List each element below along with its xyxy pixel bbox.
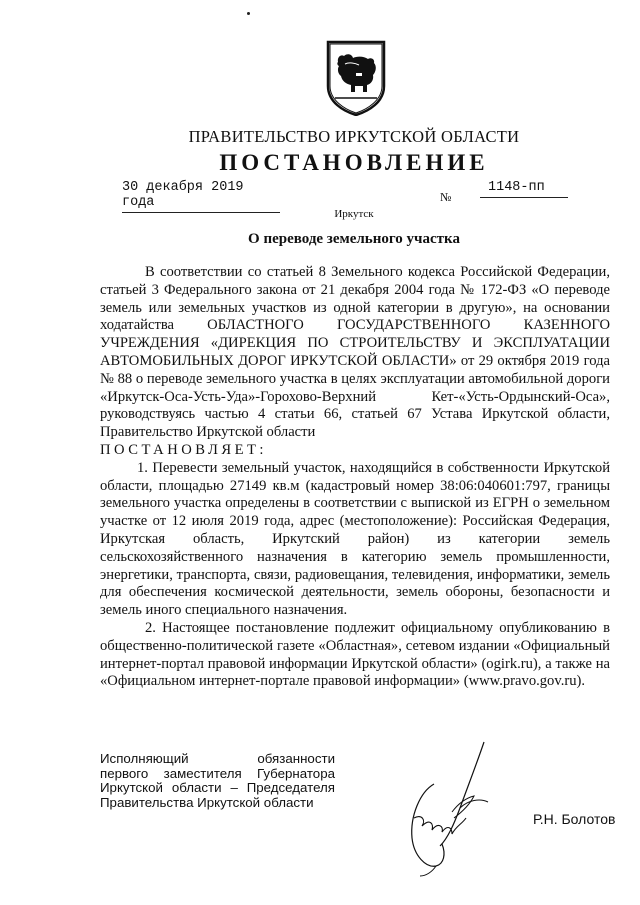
document-type: ПОСТАНОВЛЕНИЕ (219, 150, 489, 175)
signer-position-line: Иркутской области – Председателя (100, 780, 335, 796)
document-title: О переводе земельного участка (248, 231, 460, 247)
government-name: ПРАВИТЕЛЬСТВО ИРКУТСКОЙ ОБЛАСТИ (188, 127, 520, 146)
signer-position (100, 752, 335, 810)
number-sign: № (440, 190, 452, 204)
handwritten-signature (392, 738, 504, 878)
document-body (100, 264, 610, 691)
signer-position-line: Исполняющий обязанности (100, 751, 335, 766)
city-name: Иркутск (334, 208, 374, 220)
signer-position-line: Правительства Иркутской области (100, 794, 314, 810)
irkutsk-coat-of-arms-icon (325, 40, 387, 116)
document-date: 30 декабря 2019 года (122, 180, 280, 213)
signer-name: Р.Н. Болотов (533, 811, 616, 827)
document-number: 1148-пп (480, 180, 568, 198)
resolves-heading: ПОСТАНОВЛЯЕТ: (100, 441, 267, 458)
item-1-paragraph: 1. Перевести земельный участок, находящийся в собственности Иркутской области, площадью 27149 кв.м (кадастровый номер 38:06:040601:797, границы земельного участка определены в соответствии с выпиской из ЕГРН о земельном участке от 12 июля 2019 года, адрес (местоположение): Российская Федерация, Иркутская область, Иркутский район) из категории земель сельскохозяйственного назначения в категорию земель промышленности, энергетики, транспорта, связи, радиовещания, телевидения, информатики, земель для обеспечения космической деятельности, земель обороны, безопасности и земель иного специального назначения. (100, 459, 610, 619)
signer-position-line: первого заместителя Губернатора (100, 765, 335, 781)
item-2-paragraph: 2. Настоящее постановление подлежит официальному опубликованию в общественно-политической газете «Областная», сетевом издании «Официальный интернет-портал правовой информации Иркутской области» (ogirk.ru), а также на «Официальном интернет-портале правовой информации» (www.pravo.gov.ru). (100, 619, 610, 690)
preamble-paragraph: В соответствии со статьей 8 Земельного кодекса Российской Федерации, статьей 3 Федерального закона от 21 декабря 2004 года № 172-ФЗ «О переводе земель или земельных участков из одной категории в другую», на основании ходатайства ОБЛАСТНОГО ГОСУДАРСТВЕННОГО КАЗЕННОГО УЧРЕЖДЕНИЯ «ДИРЕКЦИЯ ПО СТРОИТЕЛЬСТВУ И ЭКСПЛУАТАЦИИ АВТОМОБИЛЬНЫХ ДОРОГ ИРКУТСКОЙ ОБЛАСТИ» от 29 октября 2019 года № 88 о переводе земельного участка в целях эксплуатации автомобильной дороги «Иркутск-Оса-Усть-Уда»-Горохово-Верхний Кет-«Усть-Ордынский-Оса», руководствуясь частью 4 статьи 66, статьей 67 Устава Иркутской области, Правительство Иркутской области (100, 264, 610, 441)
scan-dot (247, 12, 250, 15)
